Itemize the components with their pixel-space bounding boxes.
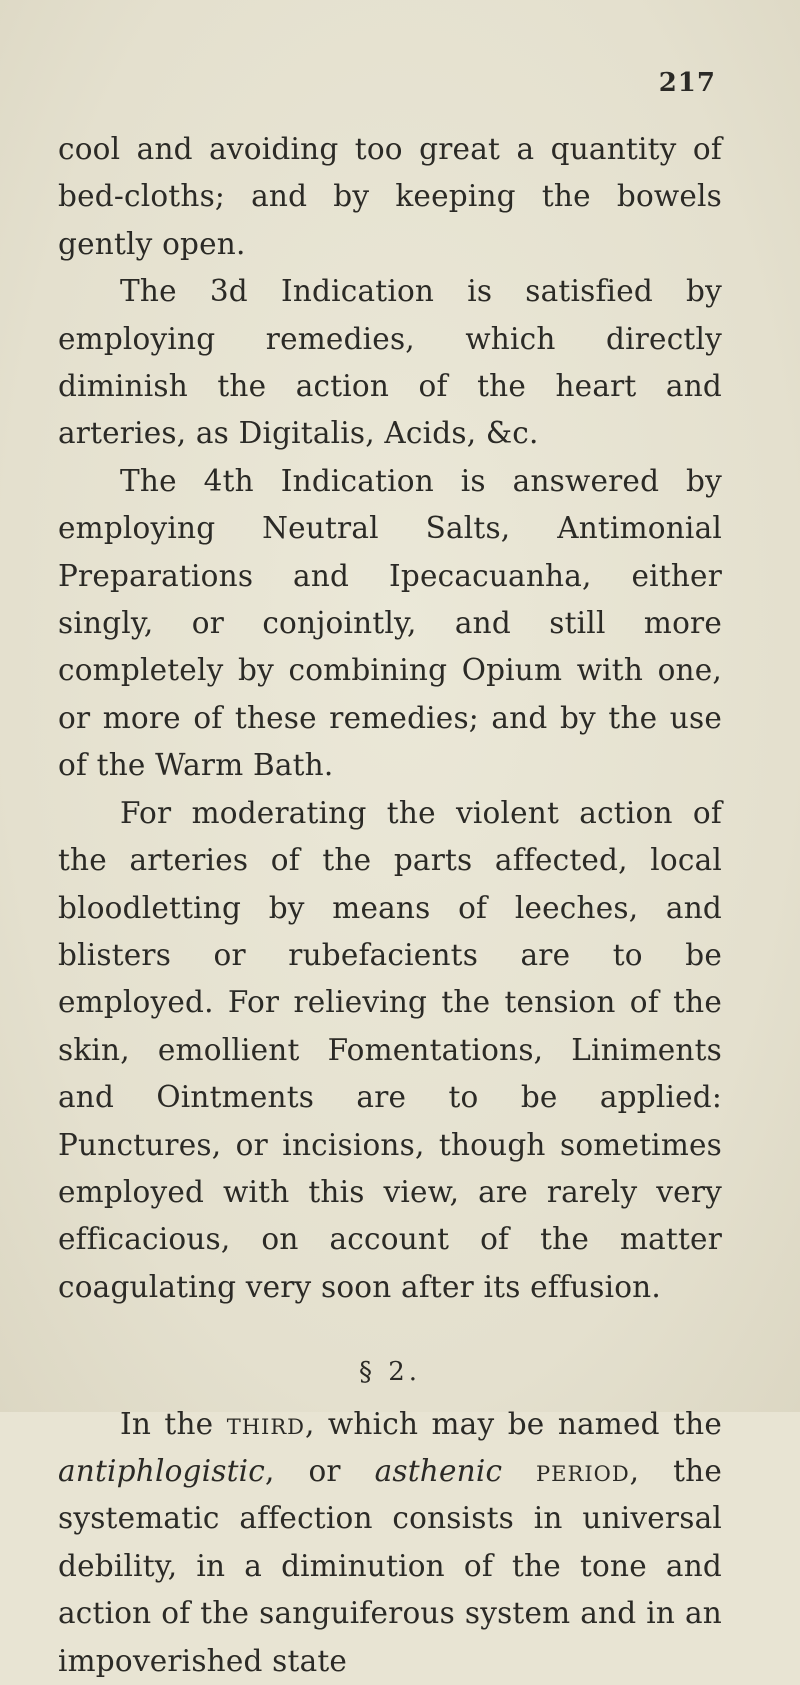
term-third: third <box>226 1406 305 1441</box>
paragraph-fourth-indication: The 4th Indication is answered by employing Neutral Salts, Antimonial Preparations and Ipecacuanha, either singly, or conjointly, and still more completely by combining Opium with one, or more of these remedies; and by the use of the Warm Bath. <box>58 463 722 783</box>
paragraph-1: cool and avoiding too great a quantity of bed-cloths; and by keeping the bowels gently open. <box>58 132 722 261</box>
paragraph-local-treatment: For moderating the violent action of the arteries of the parts affected, local bloodletting by means of leeches, and blisters or rubefacients are to be employed. For relieving the tension of the skin, emollient Fomentations, Liniments and Ointments are to be applied: Punctures, or incisions, though sometimes employed with this view, are rarely very efficacious, on account of the matter coagulating very soon after its effusion. <box>58 795 722 1304</box>
page-number: 217 <box>658 68 716 98</box>
paragraph-third-period <box>58 1401 722 1685</box>
paragraph-third-indication: The 3d Indication is satisfied by employing remedies, which directly diminish the action of the heart and arteries, as Digitalis, Acids, &c. <box>58 274 722 451</box>
body-text <box>58 126 722 1685</box>
term-period: period <box>536 1453 630 1488</box>
text-run: , which may be named the <box>304 1406 722 1441</box>
text-run: , or <box>265 1453 375 1488</box>
section-mark: § 2. <box>358 1357 422 1388</box>
term-antiphlogistic: antiphlogistic <box>58 1453 266 1488</box>
text-run: , the systematic affection consists in universal debility, in a diminution of the tone and action of the sanguiferous system and in an impoverished state <box>58 1453 723 1678</box>
term-asthenic: asthenic <box>374 1453 503 1488</box>
text-run: In the <box>120 1406 227 1441</box>
text-run <box>502 1454 536 1488</box>
